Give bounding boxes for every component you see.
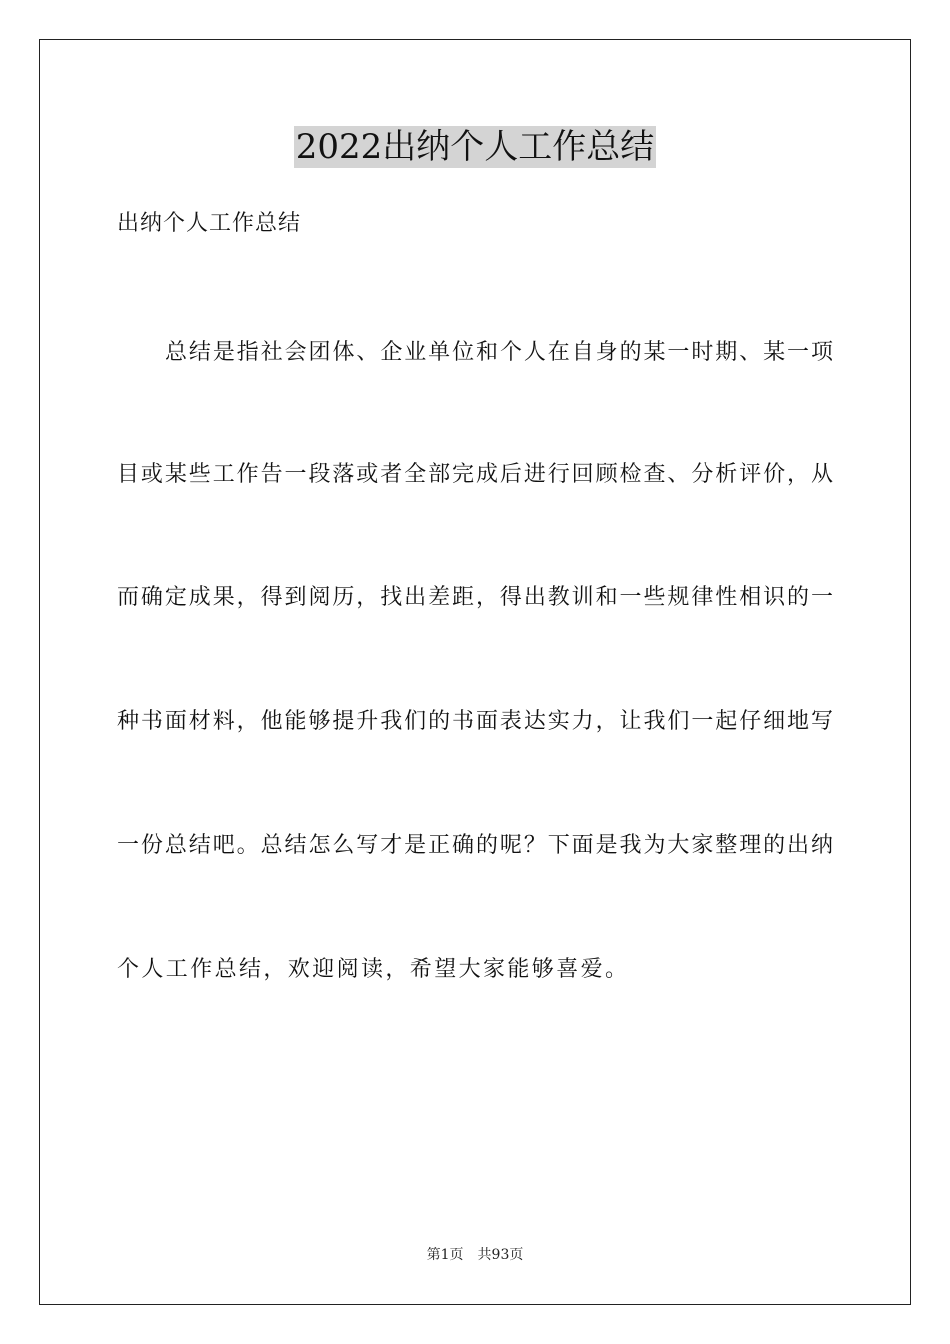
document-subtitle: 出纳个人工作总结 — [117, 211, 302, 236]
paragraph-line: 目或某些工作告一段落或者全部完成后进行回顾检查、分析评价，从 — [117, 462, 833, 487]
paragraph-line: 总结是指社会团体、企业单位和个人在自身的某一时期、某一项 — [165, 340, 833, 365]
page-number: 第1页 — [426, 1247, 464, 1263]
paragraph-line: 而确定成果，得到阅历，找出差距，得出教训和一些规律性相识的一 — [117, 585, 833, 610]
page-footer — [0, 1245, 950, 1265]
document-title: 2022出纳个人工作总结 — [295, 127, 655, 167]
title-container — [0, 126, 950, 168]
paragraph-line: 一份总结吧。总结怎么写才是正确的呢？下面是我为大家整理的出纳 — [117, 833, 833, 858]
page-total: 共93页 — [477, 1247, 524, 1263]
paragraph-line: 种书面材料，他能够提升我们的书面表达实力，让我们一起仔细地写 — [117, 709, 833, 734]
paragraph-line: 个人工作总结，欢迎阅读，希望大家能够喜爱。 — [117, 957, 630, 982]
